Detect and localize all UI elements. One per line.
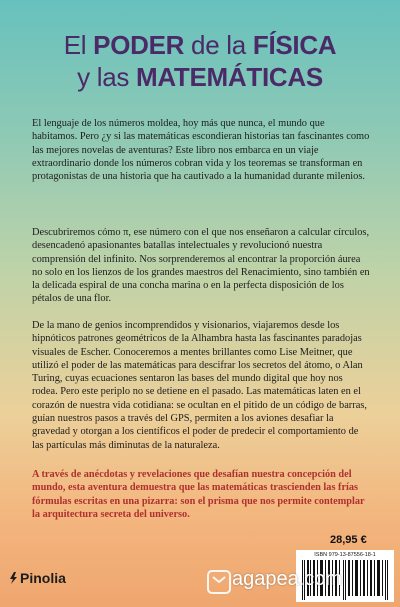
- blurb-paragraph-2: Descubriremos cómo π, ese número con el que nos enseñaron a calcular círculos, desencadenó apasionantes batallas intelectuales y revolucionó nuestra comprensión del infinito. Nos sorprenderemos al encontrar la proporción áurea no solo en los lienzos de los grandes maestros del Renacimiento, sino también en la delicada espiral de una concha marina o en la perfecta disposición de los pétalos de una flor.: [32, 227, 370, 305]
- title-word-matematicas: MATEMÁTICAS: [136, 62, 323, 92]
- title-line-1: [0, 30, 400, 61]
- title-word-y-las: y las: [77, 62, 136, 92]
- title-word-poder: PODER: [93, 30, 185, 60]
- price-label: 28,95 €: [330, 534, 367, 546]
- blurb-paragraph-highlight: A través de anécdotas y revelaciones que desafían nuestra concepción del mundo, esta aventura demuestra que las matemáticas trascienden las frías fórmulas escritas en una pizarra: son el prisma que nos permite contemplar la arquitectura secreta del universo.: [32, 469, 365, 520]
- title-word-fisica: FÍSICA: [252, 30, 337, 60]
- agapea-watermark-text: agapea.com: [232, 568, 343, 590]
- blurb-paragraph-3: De la mano de genios incomprendidos y visionarios, viajaremos desde los hipnóticos patrones geométricos de la Alhambra hasta las fascinantes paradojas visuales de Escher. Conoceremos a mentes brillantes como Lise Meitner, que utilizó el poder de las matemáticas para descifrar los secretos del átomo, o Alan Turing, cuyas ecuaciones sentaron las bases del mundo digital que hoy nos rodea. Pero este periplo no se detiene en el pasado. Las matemáticas laten en el corazón de nuestra vida cotidiana: se ocultan en el pitido de un código de barras, guían nuestros pasos a través del GPS, permiten a los aviones desafiar la gravedad y otorgan a los científicos el poder de predecir el comportamiento de las partículas más diminutas de la naturaleza.: [32, 320, 367, 451]
- isbn-number: ISBN 979-13-87556-18-1: [314, 552, 376, 558]
- title-word-de-la: de la: [184, 30, 253, 60]
- title-word-el: El: [63, 30, 94, 60]
- publisher-logo: Pinolia: [20, 570, 66, 586]
- pinolia-logo-icon: [7, 571, 21, 585]
- blurb-paragraph-1: El lenguaje de los números moldea, hoy más que nunca, el mundo que habitamos. Pero ¿y si las matemáticas escondieran historias tan fascinantes como las mejores novelas de aventuras? Este libro nos embarca en un viaje extraordinario donde los números cobran vida y los teoremas se transforman en protagonistas de una historia que ha cautivado a la humanidad durante milenios.: [32, 118, 370, 183]
- title-line-2: [0, 62, 400, 93]
